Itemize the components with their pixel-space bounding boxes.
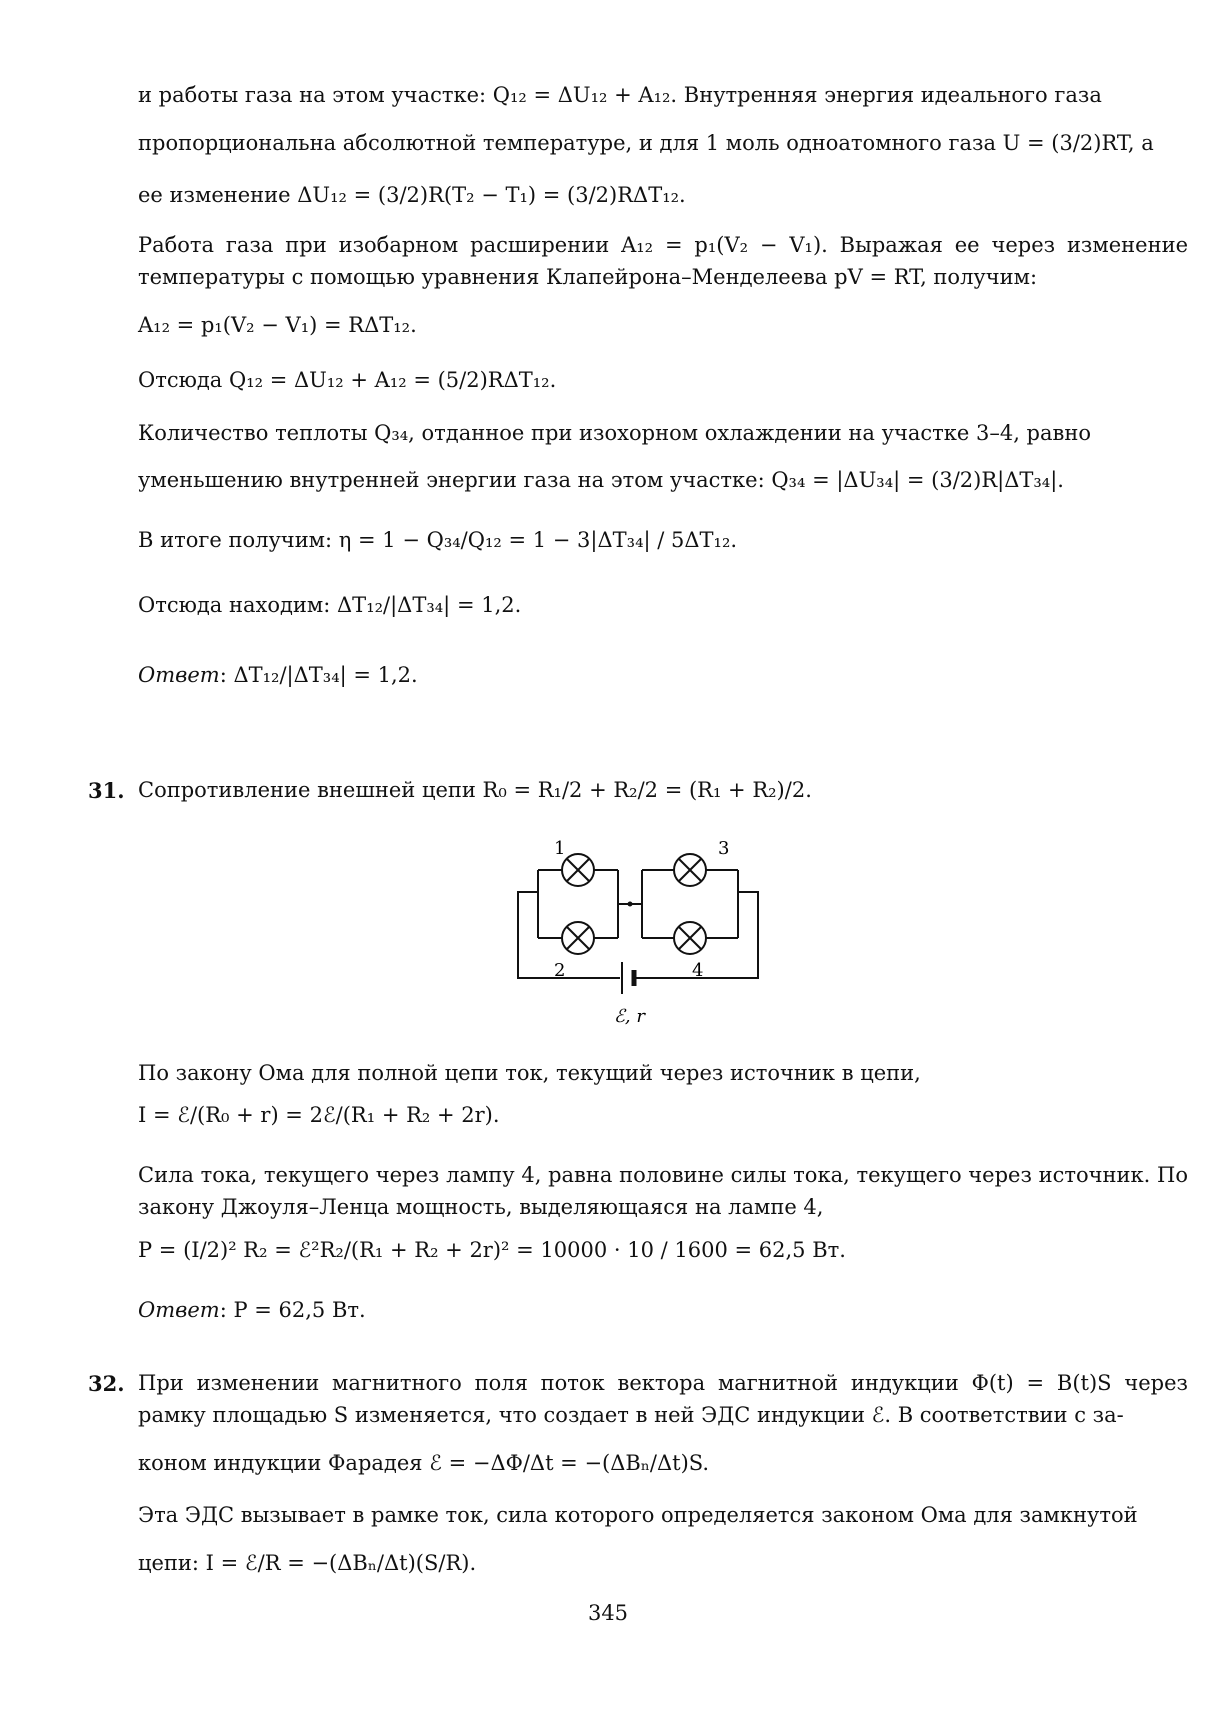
p31-line5: P = (I/2)² R₂ = ℰ²R₂/(R₁ + R₂ + 2r)² = 10000 · 10 / 1600 = 62,5 Вт.	[138, 1238, 846, 1262]
left-wire	[518, 892, 620, 978]
p32-line3: Эта ЭДС вызывает в рамке ток, сила которого определяется законом Ома для замкнутой	[138, 1503, 1138, 1527]
p30-answer-text: : ΔT₁₂/|ΔT₃₄| = 1,2.	[219, 663, 418, 687]
problem-32-number: 32.	[88, 1371, 125, 1396]
p30-line10: Отсюда находим: ΔT₁₂/|ΔT₃₄| = 1,2.	[138, 593, 522, 617]
p30-line8: уменьшению внутренней энергии газа на этом участке: Q₃₄ = |ΔU₃₄| = (3/2)R|ΔT₃₄|.	[138, 468, 1064, 492]
lamp-4-icon	[674, 922, 706, 954]
p30-line4: Работа газа при изобарном расширении A₁₂ = p₁(V₂ − V₁). Выражая ее через изменение температуры с помощью уравнения Клапейрона–Менделеева pV = RT, получим:	[138, 233, 1188, 289]
p30-line1: и работы газа на этом участке: Q₁₂ = ΔU₁₂ + A₁₂. Внутренняя энергия идеального газа	[138, 83, 1102, 107]
p32-line4: цепи: I = ℰ/R = −(ΔBₙ/Δt)(S/R).	[138, 1551, 477, 1575]
p30-line7: Количество теплоты Q₃₄, отданное при изохорном охлаждении на участке 3–4, равно	[138, 421, 1091, 445]
p31-line1: Сопротивление внешней цепи R₀ = R₁/2 + R₂/2 = (R₁ + R₂)/2.	[138, 778, 812, 802]
p31-answer	[138, 1295, 1188, 1327]
lamp-2-label: 2	[554, 960, 566, 981]
page-number: 345	[587, 1601, 629, 1625]
lamp-1-label: 1	[554, 838, 566, 859]
p31-answer-text: : P = 62,5 Вт.	[219, 1298, 366, 1322]
p30-line5: A₁₂ = p₁(V₂ − V₁) = RΔT₁₂.	[138, 313, 417, 337]
p32-line2: коном индукции Фарадея ℰ = −ΔΦ/Δt = −(ΔBₙ/Δt)S.	[138, 1451, 710, 1475]
lamp-1-icon	[562, 854, 594, 886]
p32-line1: При изменении магнитного поля поток вектора магнитной индукции Φ(t) = B(t)S через рамку площадью S изменяется, что создает в ней ЭДС индукции ℰ. В соответствии с за-	[138, 1371, 1188, 1427]
lamp-2-icon	[562, 922, 594, 954]
p31-line3: I = ℰ/(R₀ + r) = 2ℰ/(R₁ + R₂ + 2r).	[138, 1103, 500, 1127]
p30-line2: пропорциональна абсолютной температуре, и для 1 моль одноатомного газа U = (3/2)RT, а	[138, 131, 1154, 155]
problem-31-number: 31.	[88, 778, 125, 803]
lamp-3-icon	[674, 854, 706, 886]
p30-line3: ее изменение ΔU₁₂ = (3/2)R(T₂ − T₁) = (3/2)RΔT₁₂.	[138, 183, 686, 207]
junction-dot	[628, 902, 633, 907]
lamp-4-label: 4	[692, 960, 704, 981]
p31-answer-label: Ответ	[138, 1298, 220, 1322]
battery-icon	[622, 962, 660, 994]
p30-answer	[138, 660, 1188, 692]
p31-line2: По закону Ома для полной цепи ток, текущий через источник в цепи,	[138, 1061, 921, 1085]
source-label: ℰ, r	[614, 1006, 645, 1027]
p30-answer-label: Ответ	[138, 663, 220, 687]
p30-line9: В итоге получим: η = 1 − Q₃₄/Q₁₂ = 1 − 3|ΔT₃₄| / 5ΔT₁₂.	[138, 528, 738, 552]
lamp-3-label: 3	[718, 838, 730, 859]
p30-line6: Отсюда Q₁₂ = ΔU₁₂ + A₁₂ = (5/2)RΔT₁₂.	[138, 368, 557, 392]
p31-line4: Сила тока, текущего через лампу 4, равна половине силы тока, текущего через источник. По закону Джоуля–Ленца мощность, выделяющаяся на лампе 4,	[138, 1163, 1188, 1219]
circuit-diagram	[510, 830, 770, 1030]
